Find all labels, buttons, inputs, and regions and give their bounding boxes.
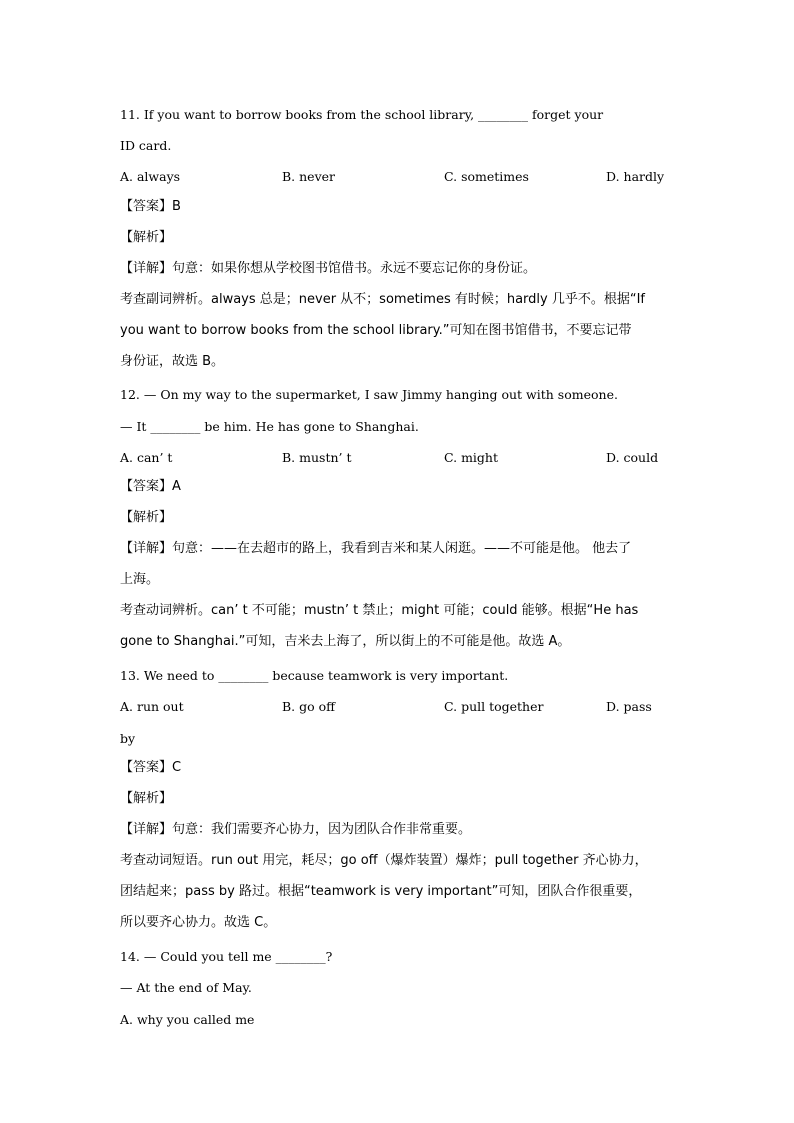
question-12-option-b: B. mustn’ t xyxy=(282,450,352,465)
question-13-explanation-line-2: 团结起来；pass by 路过。根据“teamwork is very important”可知，团队合作很重要， xyxy=(120,884,642,899)
question-11-detail-line-1: 【详解】句意：如果你想从学校图书馆借书。永远不要忘记你的身份证。 xyxy=(120,261,537,276)
question-13-explanation-line-1: 考查动词短语。run out 用完，耗尽；go off（爆炸装置）爆炸；pull together 齐心协力， xyxy=(120,853,648,868)
question-11-option-d: D. hardly xyxy=(606,169,665,184)
question-12-explanation-line-1: 考查动词辨析。can’ t 不可能；mustn’ t 禁止；might 可能；could 能够。根据“He has xyxy=(120,603,639,618)
question-12-detail-line-2: 上海。 xyxy=(120,572,160,587)
question-13-option-d-overflow: by xyxy=(120,731,136,746)
question-13-option-c: C. pull together xyxy=(444,699,544,714)
question-13-stem-line-1: 13. We need to ________ because teamwork is very important. xyxy=(120,668,509,683)
question-13-detail-line-1: 【详解】句意：我们需要齐心协力，因为团队合作非常重要。 xyxy=(120,822,472,837)
question-12-answer: 【答案】A xyxy=(120,479,181,494)
question-12-option-a: A. can’ t xyxy=(120,450,173,465)
question-13-option-b: B. go off xyxy=(282,699,336,714)
question-12-analysis-label: 【解析】 xyxy=(120,510,173,525)
question-13-explanation-line-3: 所以要齐心协力。故选 C。 xyxy=(120,915,277,930)
question-11-option-b: B. never xyxy=(282,169,336,184)
question-11-stem-line-2: ID card. xyxy=(120,138,172,153)
question-12-detail-line-1: 【详解】句意：——在去超市的路上，我看到吉米和某人闲逛。——不可能是他。 他去了 xyxy=(120,541,632,556)
question-11-stem-line-1: 11. If you want to borrow books from the school library, ________ forget your xyxy=(120,107,604,122)
question-13-option-d: D. pass xyxy=(606,699,652,714)
question-11-option-c: C. sometimes xyxy=(444,169,529,184)
question-11-explanation-line-1: 考查副词辨析。always 总是；never 从不；sometimes 有时候；hardly 几乎不。根据“If xyxy=(120,292,646,307)
question-12-stem-line-1: 12. — On my way to the supermarket, I saw Jimmy hanging out with someone. xyxy=(120,387,618,402)
question-12-stem-line-2: — It ________ be him. He has gone to Shanghai. xyxy=(120,419,419,434)
question-11-explanation-line-3: 身份证，故选 B。 xyxy=(120,354,225,369)
question-12-option-c: C. might xyxy=(444,450,498,465)
question-12-explanation-line-2: gone to Shanghai.”可知，吉米去上海了，所以街上的不可能是他。故选 A。 xyxy=(120,634,571,649)
question-13-option-a: A. run out xyxy=(120,699,184,714)
question-11-answer: 【答案】B xyxy=(120,199,181,214)
question-13-analysis-label: 【解析】 xyxy=(120,791,173,806)
question-14-stem-line-1: 14. — Could you tell me ________? xyxy=(120,949,333,964)
question-14-option-a: A. why you called me xyxy=(120,1012,255,1027)
question-12-option-d: D. could xyxy=(606,450,659,465)
question-14-stem-line-2: — At the end of May. xyxy=(120,980,252,995)
question-11-option-a: A. always xyxy=(120,169,181,184)
question-11-analysis-label: 【解析】 xyxy=(120,230,173,245)
question-13-answer: 【答案】C xyxy=(120,760,182,775)
question-11-explanation-line-2: you want to borrow books from the school library.”可知在图书馆借书，不要忘记带 xyxy=(120,323,632,338)
